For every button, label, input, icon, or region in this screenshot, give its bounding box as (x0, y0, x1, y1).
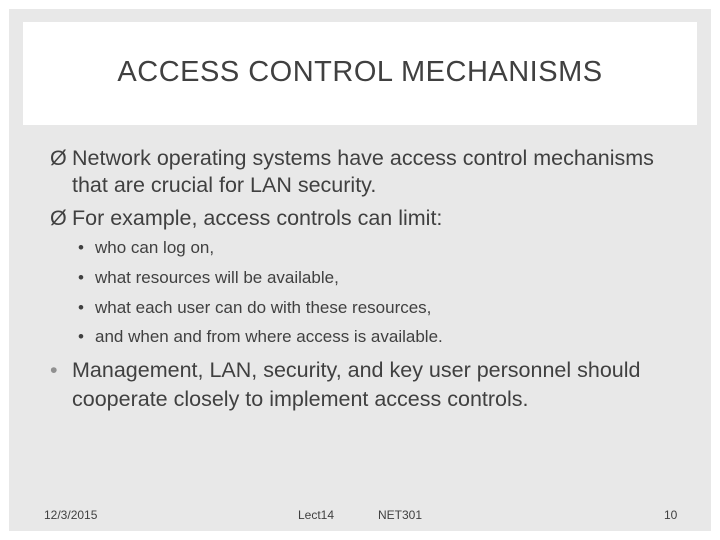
dot-bullet-icon: • (78, 327, 84, 346)
dot-bullet-icon: • (78, 298, 84, 317)
bullet-item (50, 205, 690, 232)
footer-date: 12/3/2015 (44, 508, 98, 522)
dot-bullet-icon: • (78, 238, 84, 257)
footer-course: NET301 (378, 508, 423, 522)
dot-bullet-icon: • (50, 358, 58, 382)
bullet-text: Network operating systems have access control mechanisms that are crucial for LAN security. (72, 146, 654, 197)
sub-bullet-item (78, 296, 678, 320)
sub-bullet-text: who can log on, (95, 238, 215, 257)
sub-bullet-item (78, 266, 678, 290)
arrow-bullet-icon: Ø (50, 146, 67, 170)
title-box (23, 22, 697, 125)
slide-number: 10 (664, 508, 678, 522)
arrow-bullet-icon: Ø (50, 206, 67, 230)
sub-bullet-text: what each user can do with these resources, (95, 298, 432, 317)
sub-bullet-text: what resources will be available, (95, 268, 339, 287)
dot-bullet-icon: • (78, 268, 84, 287)
slide-title: ACCESS CONTROL MECHANISMS (117, 56, 603, 88)
bullet-text: Management, LAN, security, and key user personnel should cooperate closely to implement access controls. (72, 358, 641, 411)
bullet-item (50, 145, 690, 199)
sub-bullet-item (78, 325, 678, 349)
footer-lecture: Lect14 (298, 508, 335, 522)
bullet-item (50, 356, 700, 414)
bullet-text: For example, access controls can limit: (72, 206, 443, 230)
sub-bullet-text: and when and from where access is available. (95, 327, 443, 346)
sub-bullet-item (78, 236, 678, 260)
